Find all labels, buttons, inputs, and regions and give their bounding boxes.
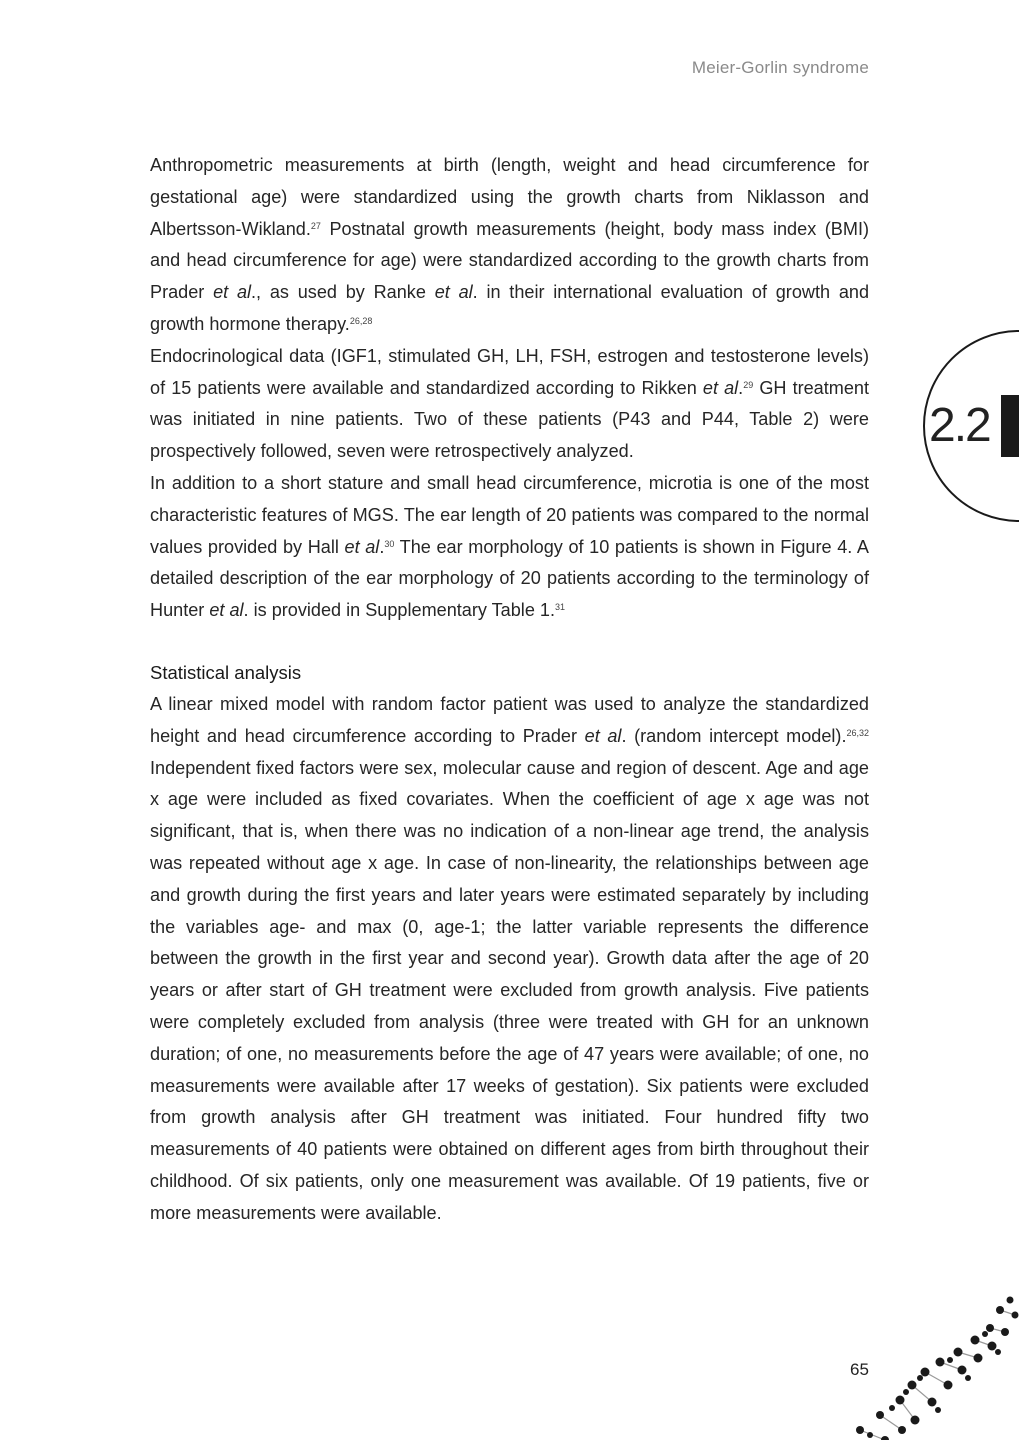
page-number: 65 — [850, 1360, 869, 1379]
chapter-tab-bar — [1001, 395, 1019, 457]
italic-text: et al — [209, 600, 244, 621]
text-run: GH treatment was initiated in nine patients. Two of these patients (P43 and P44, Table 2) were prospectively followed, seven were retrospectively analyzed. — [150, 377, 869, 462]
italic-text: et al — [584, 725, 622, 746]
text-run: Anthropometric measurements at birth (length, weight and head circumference for gestational age) were standardized using the growth charts from Niklasson and Albertsson-Wikland. — [150, 155, 869, 239]
paragraph-endocrinological — [150, 341, 869, 468]
body-section-methods — [150, 150, 869, 627]
paragraph-statistics — [150, 689, 869, 1230]
chapter-number: 2.2 — [929, 399, 990, 452]
paragraph-microtia — [150, 468, 869, 627]
citation-ref: 29 — [743, 379, 754, 390]
citation-ref: 26,28 — [349, 315, 373, 326]
text-run: . — [379, 536, 385, 557]
text-run: Endocrinological data (IGF1, stimulated GH, LH, FSH, estrogen and testosterone levels) of 15 patients were available and standardized according to Rikken — [150, 345, 869, 398]
text-run: The ear morphology of 10 patients is shown in Figure 4. A detailed description of the ear morphology of 20 patients according to the terminology of Hunter — [150, 536, 869, 621]
dna-helix-icon — [840, 1290, 1019, 1440]
italic-text: et al — [213, 282, 252, 303]
body-section-statistics — [150, 689, 869, 1230]
citation-ref: 30 — [384, 538, 395, 549]
paragraph-anthropometric — [150, 150, 869, 341]
text-run: A linear mixed model with random factor patient was used to analyze the standardized height and head circumference according to Prader — [150, 694, 869, 746]
italic-text: et al — [434, 282, 473, 303]
text-run: . — [738, 377, 744, 398]
section-heading-statistical-analysis: Statistical analysis — [150, 662, 302, 683]
text-run: . is provided in Supplementary Table 1. — [243, 600, 556, 621]
text-run: ., as used by Ranke — [251, 282, 435, 303]
text-run: . (random intercept model). — [621, 725, 847, 746]
text-run: Independent fixed factors were sex, molecular cause and region of descent. Age and age x age were included as fixed covariates. When the coefficient of age x age was not significant, that is, when there was no indication of a non-linear age trend, the analysis was repeated without age x age. In case of non-linearity, the relationships between age and growth during the first years and later years were estimated separately by including the variables age- and max (0, age-1; the latter variable represents the difference between the growth in the first year and second year). Growth data after the age of 20 years or after start of GH treatment were excluded from growth analysis. Five patients were completely excluded from analysis (three were treated with GH for an unknown duration; of one, no measurements before the age of 47 years were available; of one, no measurements were available after 17 weeks of gestation). Six patients were excluded from growth analysis after GH treatment was initiated. Four hundred fifty two measurements of 40 patients were obtained on different ages from birth throughout their childhood. Of six patients, only one measurement was available. Of 19 patients, five or more measurements were available. — [150, 757, 869, 1223]
text-run: . in their international evaluation of growth and growth hormone therapy. — [150, 282, 870, 334]
chapter-tab — [918, 330, 1019, 522]
citation-ref: 27 — [310, 220, 321, 231]
text-run: In addition to a short stature and small head circumference, microtia is one of the most characteristic features of MGS. The ear length of 20 patients was compared to the normal values provided by Hall — [150, 472, 869, 557]
italic-text: et al — [702, 377, 739, 398]
text-run: Postnatal growth measurements (height, body mass index (BMI) and head circumference for age) were standardized according to the growth charts from Prader — [150, 218, 869, 303]
citation-ref: 26,32 — [846, 727, 870, 738]
citation-ref: 31 — [555, 602, 566, 613]
running-head: Meier-Gorlin syndrome — [691, 58, 869, 77]
italic-text: et al — [344, 536, 380, 557]
